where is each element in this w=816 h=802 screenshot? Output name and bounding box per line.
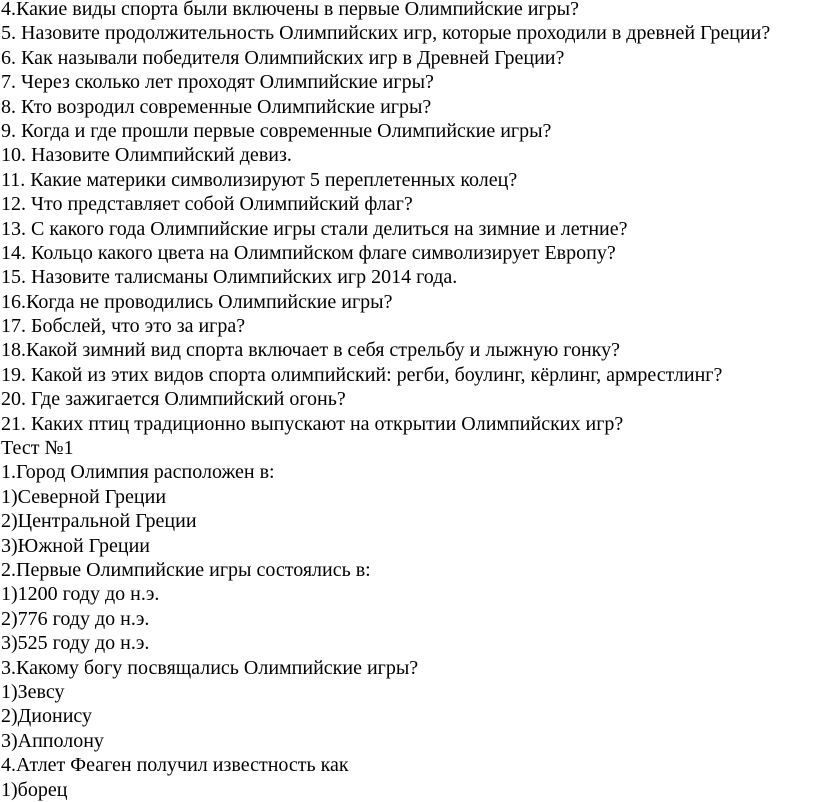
- question-19: 19. Какой из этих видов спорта олимпийский: регби, боулинг, кёрлинг, армрестлинг?: [1, 363, 723, 386]
- question-17: 17. Бобслей, что это за игра?: [1, 315, 246, 338]
- question-12: 12. Что представляет собой Олимпийский флаг?: [1, 193, 413, 216]
- question-5: 5. Назовите продолжительность Олимпийских игр, которые проходили в древней Греции?: [1, 22, 771, 45]
- question-4: 4.Какие виды спорта были включены в первые Олимпийские игры?: [1, 0, 579, 20]
- question-10: 10. Назовите Олимпийский девиз.: [1, 144, 292, 167]
- document-page: [1, 0, 815, 802]
- question-14: 14. Кольцо какого цвета на Олимпийском флаге символизирует Европу?: [1, 241, 616, 264]
- answer-option: 3)Апполону: [1, 729, 104, 752]
- answer-option: 3)Южной Греции: [1, 534, 150, 557]
- question-15: 15. Назовите талисманы Олимпийских игр 2014 года.: [1, 266, 458, 289]
- question-16: 16.Когда не проводились Олимпийские игры?: [1, 290, 393, 313]
- answer-option: 2)776 году до н.э.: [1, 607, 150, 630]
- test-heading: Тест №1: [1, 437, 74, 460]
- answer-option: 1)1200 году до н.э.: [1, 583, 160, 606]
- question-6: 6. Как называли победителя Олимпийских игр в Древней Греции?: [1, 46, 565, 69]
- question-18: 18.Какой зимний вид спорта включает в себя стрельбу и лыжную гонку?: [1, 339, 620, 362]
- test-question-4: 4.Атлет Феаген получил известность как: [1, 754, 349, 777]
- answer-option: 3)525 году до н.э.: [1, 632, 150, 655]
- question-13: 13. С какого года Олимпийские игры стали делиться на зимние и летние?: [1, 217, 628, 240]
- question-11: 11. Какие материки символизируют 5 переплетенных колец?: [1, 168, 518, 191]
- answer-option: 2)Центральной Греции: [1, 510, 197, 533]
- answer-option: 1)борец: [1, 778, 68, 801]
- question-20: 20. Где зажигается Олимпийский огонь?: [1, 388, 346, 411]
- test-question-3: 3.Какому богу посвящались Олимпийские игры?: [1, 656, 419, 679]
- question-8: 8. Кто возродил современные Олимпийские игры?: [1, 95, 432, 118]
- test-question-2: 2.Первые Олимпийские игры состоялись в:: [1, 558, 371, 581]
- answer-option: 2)Дионису: [1, 705, 93, 728]
- test-question-1: 1.Город Олимпия расположен в:: [1, 461, 275, 484]
- question-7: 7. Через сколько лет проходят Олимпийские игры?: [1, 71, 434, 94]
- question-21: 21. Каких птиц традиционно выпускают на открытии Олимпийских игр?: [1, 412, 624, 435]
- question-9: 9. Когда и где прошли первые современные Олимпийские игры?: [1, 119, 552, 142]
- answer-option: 1)Зевсу: [1, 680, 65, 703]
- answer-option: 1)Северной Греции: [1, 485, 167, 508]
